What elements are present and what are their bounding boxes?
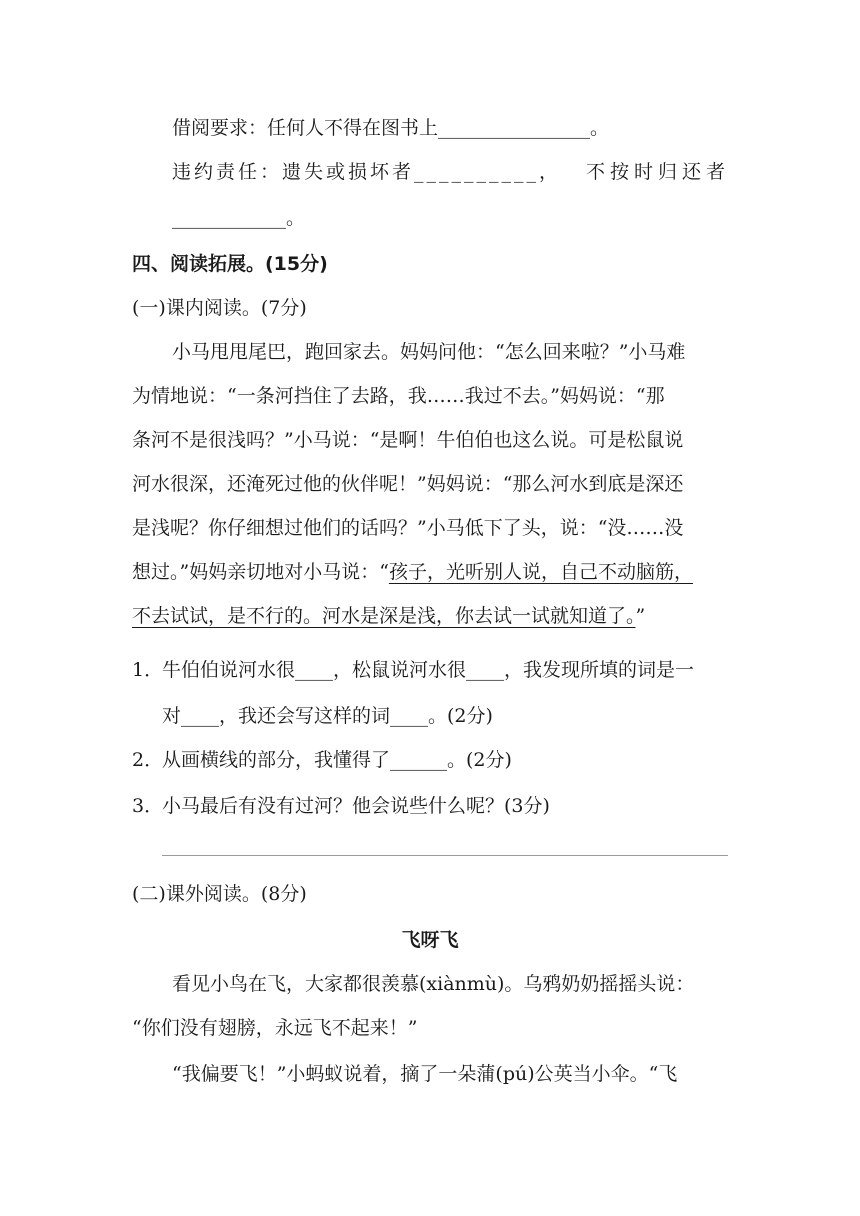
passage-line: [132, 602, 645, 630]
passage-line: 河水很深，还淹死过他的伙伴呢！”妈妈说：“那么河水到底是深还: [132, 473, 684, 495]
question-text: 从画横线的部分，我懂得了______。(2分): [162, 749, 512, 771]
passage-line: 为情地说：“一条河挡住了去路，我……我过不去。”妈妈说：“那: [132, 385, 665, 407]
passage-line: 条河不是很浅吗？”小马说：“是啊！牛伯伯也这么说。可是松鼠说: [132, 429, 684, 451]
underlined-text: 不去试试，是不行的。河水是深是浅，你去试一试就知道了。: [132, 605, 636, 627]
question-text: 牛伯伯说河水很____，松鼠说河水很____，我发现所填的词是一: [162, 659, 695, 681]
part1-heading: (一)课内阅读。(7分): [132, 297, 307, 319]
passage-line: 小马甩甩尾巴，跑回家去。妈妈问他：“怎么回来啦？”小马难: [172, 341, 686, 363]
question-number: 3．: [132, 795, 164, 817]
liability-left: 违约责任：遗失或损坏者__________，: [172, 161, 562, 183]
borrowing-requirement: 借阅要求：任何人不得在图书上________________。: [172, 117, 610, 139]
liability-right: 不按时归还者: [585, 161, 730, 183]
section-heading: 四、阅读拓展。(15分): [132, 253, 328, 275]
passage-plain-text: 想过。”妈妈亲切地对小马说：“: [132, 561, 389, 583]
answer-line[interactable]: [162, 855, 728, 856]
question-text: 小马最后有没有过河？他会说些什么呢？(3分): [162, 795, 550, 817]
question-number: 1．: [132, 659, 164, 681]
liability-line-2: ____________。: [172, 207, 306, 229]
question-2: [132, 746, 512, 774]
closing-quote: ”: [635, 605, 646, 627]
story-line: “我偏要飞！”小蚂蚁说着，摘了一朵蒲(pú)公英当小伞。“飞: [172, 1063, 678, 1085]
question-1: [132, 656, 694, 684]
question-3: [132, 792, 550, 820]
question-number: 2．: [132, 749, 164, 771]
story-line: “你们没有翅膀，永远飞不起来！”: [132, 1017, 418, 1039]
story-title: 飞呀飞: [401, 929, 459, 951]
underlined-text: 孩子，光听别人说，自己不动脑筋，: [388, 561, 693, 583]
story-line: 看见小鸟在飞，大家都很羡慕(xiànmù)。乌鸦奶奶摇摇头说：: [172, 973, 695, 995]
passage-line: [132, 558, 693, 586]
passage-line: 是浅呢？你仔细想过他们的话吗？”小马低下了头，说：“没……没: [132, 517, 684, 539]
part2-heading: (二)课外阅读。(8分): [132, 883, 307, 905]
liability-line-1: [172, 158, 730, 186]
question-1-continued: 对____，我还会写这样的词____。(2分): [162, 705, 493, 727]
